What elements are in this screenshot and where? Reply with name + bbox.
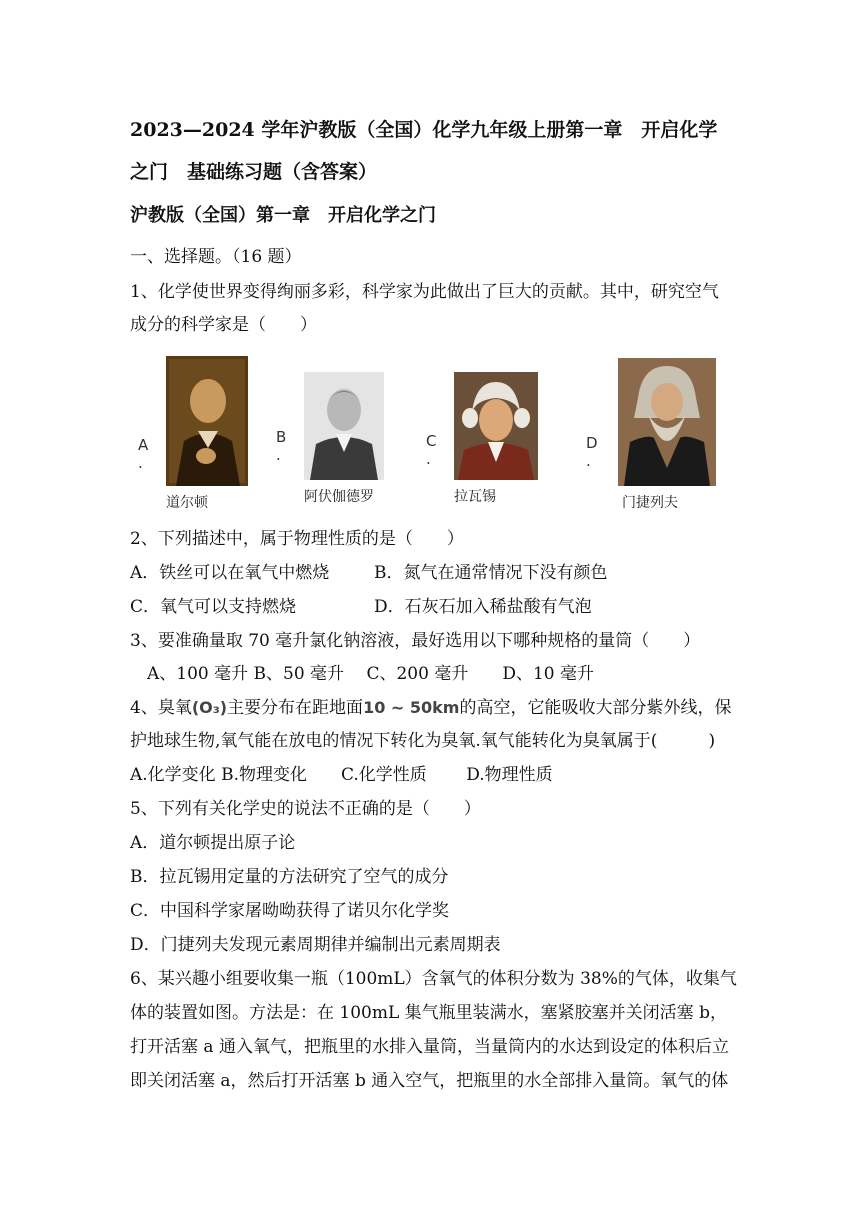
q5-option-b: B．拉瓦锡用定量的方法研究了空气的成分 bbox=[130, 867, 449, 887]
q6-line1: 6、某兴趣小组要收集一瓶（100mL）含氧气的体积分数为 38%的气体，收集气 bbox=[130, 969, 737, 989]
q4-stem-line1 bbox=[130, 696, 734, 720]
q4-formula-ozone: (O₃) bbox=[191, 698, 228, 717]
portrait-dalton-image bbox=[166, 356, 248, 486]
q6-line3: 打开活塞 a 通入氧气，把瓶里的水排入量筒，当量筒内的水达到设定的体积后立 bbox=[130, 1037, 729, 1057]
portrait-mendeleev-image bbox=[618, 358, 716, 486]
q1-option-d-caption: 门捷列夫 bbox=[622, 495, 678, 511]
q6-line4: 即关闭活塞 a，然后打开活塞 b 通入空气，把瓶里的水全部排入量筒。氧气的体 bbox=[130, 1071, 729, 1091]
q4-stem-part-c: 的高空，它能吸收大部分紫外线，保 bbox=[459, 698, 732, 718]
q2-option-c: C．氧气可以支持燃烧 bbox=[130, 597, 297, 617]
q1-stem-line1: 1、化学使世界变得绚丽多彩，科学家为此做出了巨大的贡献。其中，研究空气 bbox=[130, 282, 719, 302]
q5-option-c: C．中国科学家屠呦呦获得了诺贝尔化学奖 bbox=[130, 901, 450, 921]
q1-scientist-images bbox=[130, 352, 734, 512]
portrait-lavoisier-image bbox=[454, 372, 538, 480]
q4-options: A.化学变化 B.物理变化 C.化学性质 D.物理性质 bbox=[130, 765, 553, 785]
q3-stem: 3、要准确量取 70 毫升氯化钠溶液，最好选用以下哪种规格的量筒（ ） bbox=[130, 631, 701, 651]
q5-option-d: D．门捷列夫发现元素周期律并编制出元素周期表 bbox=[130, 935, 501, 955]
q6-line2: 体的装置如图。方法是：在 100mL 集气瓶里装满水，塞紧胶塞并关闭活塞 b， bbox=[130, 1003, 727, 1023]
q4-stem-part-b: 主要分布在距地面 bbox=[227, 698, 364, 718]
q4-stem-line2: 护地球生物,氧气能在放电的情况下转化为臭氧.氧气能转化为臭氧属于( ) bbox=[130, 731, 716, 751]
doc-title-line1: 2023—2024 学年沪教版（全国）化学九年级上册第一章 开启化学 bbox=[130, 119, 718, 141]
q2-stem: 2、下列描述中，属于物理性质的是（ ） bbox=[130, 529, 464, 549]
doc-subtitle: 沪教版（全国）第一章 开启化学之门 bbox=[130, 205, 436, 226]
q5-stem: 5、下列有关化学史的说法不正确的是（ ） bbox=[130, 799, 481, 819]
q4-altitude-range: 10 ~ 50km bbox=[363, 698, 460, 717]
section-heading: 一、选择题。（16 题） bbox=[130, 247, 302, 267]
q2-option-a: A．铁丝可以在氧气中燃烧 bbox=[130, 563, 330, 583]
q2-option-d: D．石灰石加入稀盐酸有气泡 bbox=[374, 597, 592, 617]
q4-stem-part-a: 4、臭氧 bbox=[130, 698, 192, 718]
q1-option-a-letter: A . bbox=[138, 436, 149, 472]
q1-option-d-letter: D . bbox=[586, 434, 598, 470]
q1-option-c-caption: 拉瓦锡 bbox=[454, 489, 496, 505]
q1-option-b-letter: B . bbox=[276, 428, 287, 464]
q1-option-a-caption: 道尔顿 bbox=[166, 495, 208, 511]
q5-option-a: A．道尔顿提出原子论 bbox=[130, 833, 296, 853]
q1-option-b-caption: 阿伏伽德罗 bbox=[304, 489, 374, 505]
q1-option-c-letter: C . bbox=[426, 432, 437, 468]
portrait-avogadro-image bbox=[304, 372, 384, 480]
q2-option-b: B．氮气在通常情况下没有颜色 bbox=[374, 563, 608, 583]
q1-stem-line2: 成分的科学家是（ ） bbox=[130, 315, 317, 335]
q3-options: A、100 毫升 B、50 毫升 C、200 毫升 D、10 毫升 bbox=[130, 664, 594, 684]
doc-title-line2: 之门 基础练习题（含答案） bbox=[130, 161, 378, 183]
